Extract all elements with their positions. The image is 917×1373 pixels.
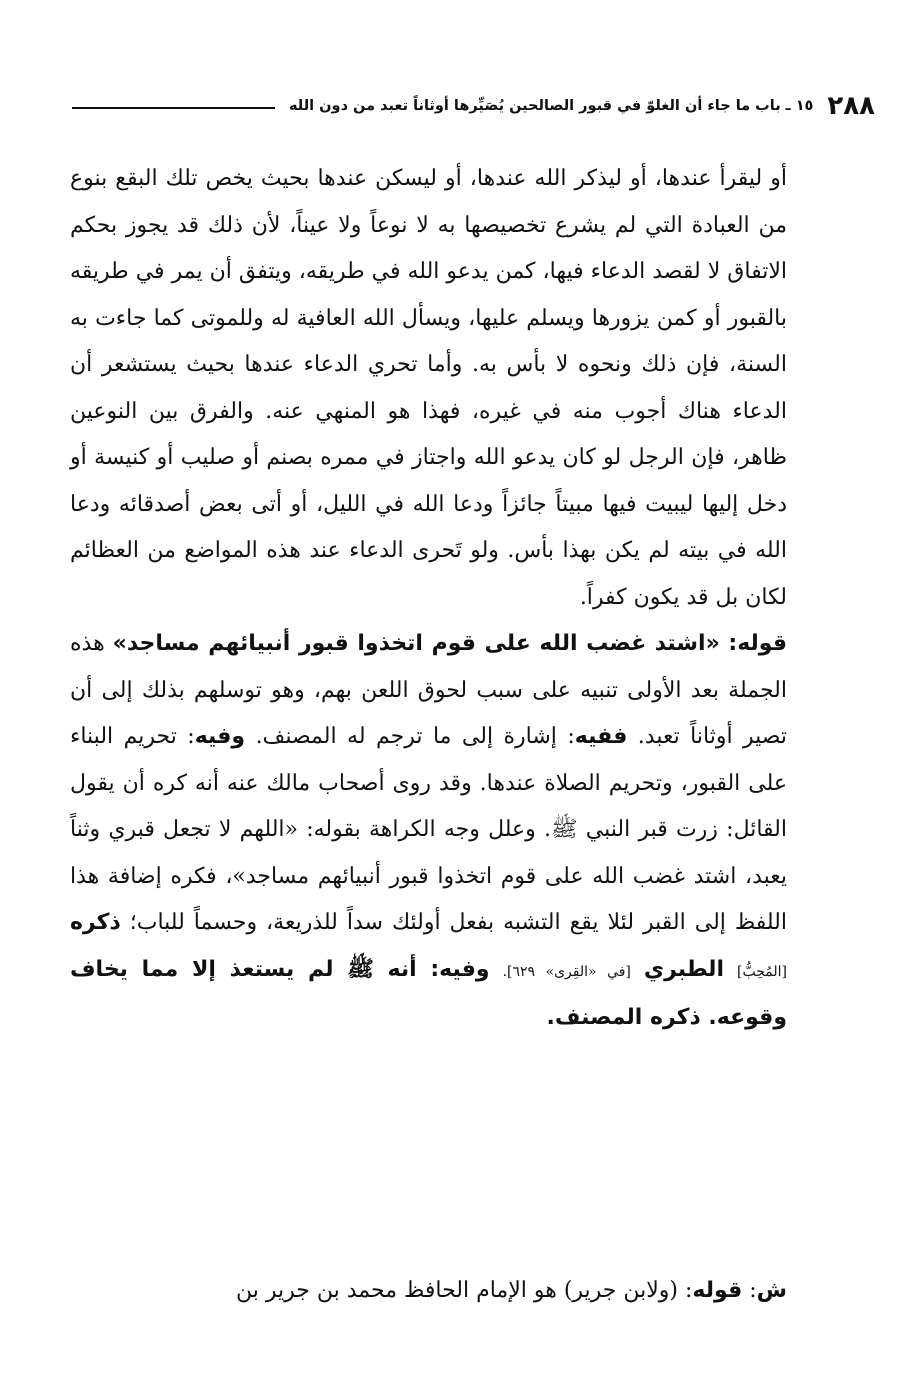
running-title: ١٥ ـ باب ما جاء أن الغلوّ في قبور الصالحين يُصَيِّرها أوثاناً تعبد من دون الله xyxy=(289,98,814,114)
sharh-label: ش xyxy=(756,1278,787,1303)
dhakarahu-label: ذكره xyxy=(70,910,121,935)
citation-muhibb: [المُحِبُّ] xyxy=(737,963,787,980)
qawluh-label: قوله xyxy=(737,631,788,656)
wafih-label-2: وفيه xyxy=(439,956,490,982)
page-number: ٢٨٨ xyxy=(827,91,875,121)
commentary-c: : تحريم البناء على القبور، وتحريم الصلاة عندها. وقد روى أصحاب مالك عنه أنه كره أن يقول القائل: زرت قبر النبي ﷺ. وعلل وجه الكراهة بقوله: «اللهم لا تجعل قبري وثناً يعبد، اشتد غضب الله على قوم اتخذوا قبور أنبيائهم مساجد»، فكره إضافة هذا اللفظ إلى القبر لئلا يقع التشبه بفعل أولئك سداً للذريعة، وحسماً للباب؛ xyxy=(70,724,787,935)
hadith-quote: : «اشتد غضب الله على قوم اتخذوا قبور أنبيائهم مساجد» xyxy=(112,631,738,656)
commentary-d: : أنه ﷺ لم يستعذ إلا مما يخاف وقوعه. ذكره المصنف. xyxy=(70,956,787,1030)
header-rule xyxy=(72,107,275,109)
footnote-qawluh-label: قوله xyxy=(692,1278,743,1303)
main-text xyxy=(70,156,787,1042)
commentary-a: هذه الجملة بعد الأولى تنبيه على سبب لحوق اللعن بهم، وهو توسلهم بذلك إلى أن تصير أوثاناً تعبد. xyxy=(70,631,787,749)
paragraph-2 xyxy=(70,621,787,1042)
citation-qira: [في «القِرى» ٦٢٩]. xyxy=(502,963,631,980)
tabari-label: الطبري xyxy=(643,956,724,982)
footnote: ش: قوله: (ولابن جرير) هو الإمام الحافظ محمد بن جرير بن xyxy=(236,1278,787,1303)
page-header xyxy=(72,86,875,126)
wafih-label: وفيه xyxy=(194,724,246,749)
footnote-text: : (ولابن جرير) هو الإمام الحافظ محمد بن جرير بن xyxy=(236,1278,693,1303)
paragraph-1: أو ليقرأ عندها، أو ليذكر الله عندها، أو ليسكن عندها بحيث يخص تلك البقع بنوع من العبادة التي لم يشرع تخصيصها به لا نوعاً ولا عيناً، لأن ذلك قد يجوز بحكم الاتفاق لا لقصد الدعاء فيها، كمن يدعو الله في طريقه، ويتفق أن يمر في طريقه بالقبور أو كمن يزورها ويسلم عليها، ويسأل الله العافية له وللموتى كما جاءت به السنة، فإن ذلك ونحوه لا بأس به. وأما تحري الدعاء عندها بحيث يستشعر أن الدعاء هناك أجوب منه في غيره، فهذا هو المنهي عنه. والفرق بين النوعين ظاهر، فإن الرجل لو كان يدعو الله واجتاز في ممره بصنم أو صليب أو كنيسة أو دخل إليها ليبيت فيها مبيتاً جائزاً ودعا الله في الليل، أو أتى بعض أصدقائه ودعا الله في بيته لم يكن بهذا بأس. ولو تَحرى الدعاء عند هذه المواضع من العظائم لكان بل قد يكون كفراً. xyxy=(70,166,788,610)
fafih-label: ففيه xyxy=(574,724,628,749)
commentary-b: : إشارة إلى ما ترجم له المصنف. xyxy=(245,724,575,749)
